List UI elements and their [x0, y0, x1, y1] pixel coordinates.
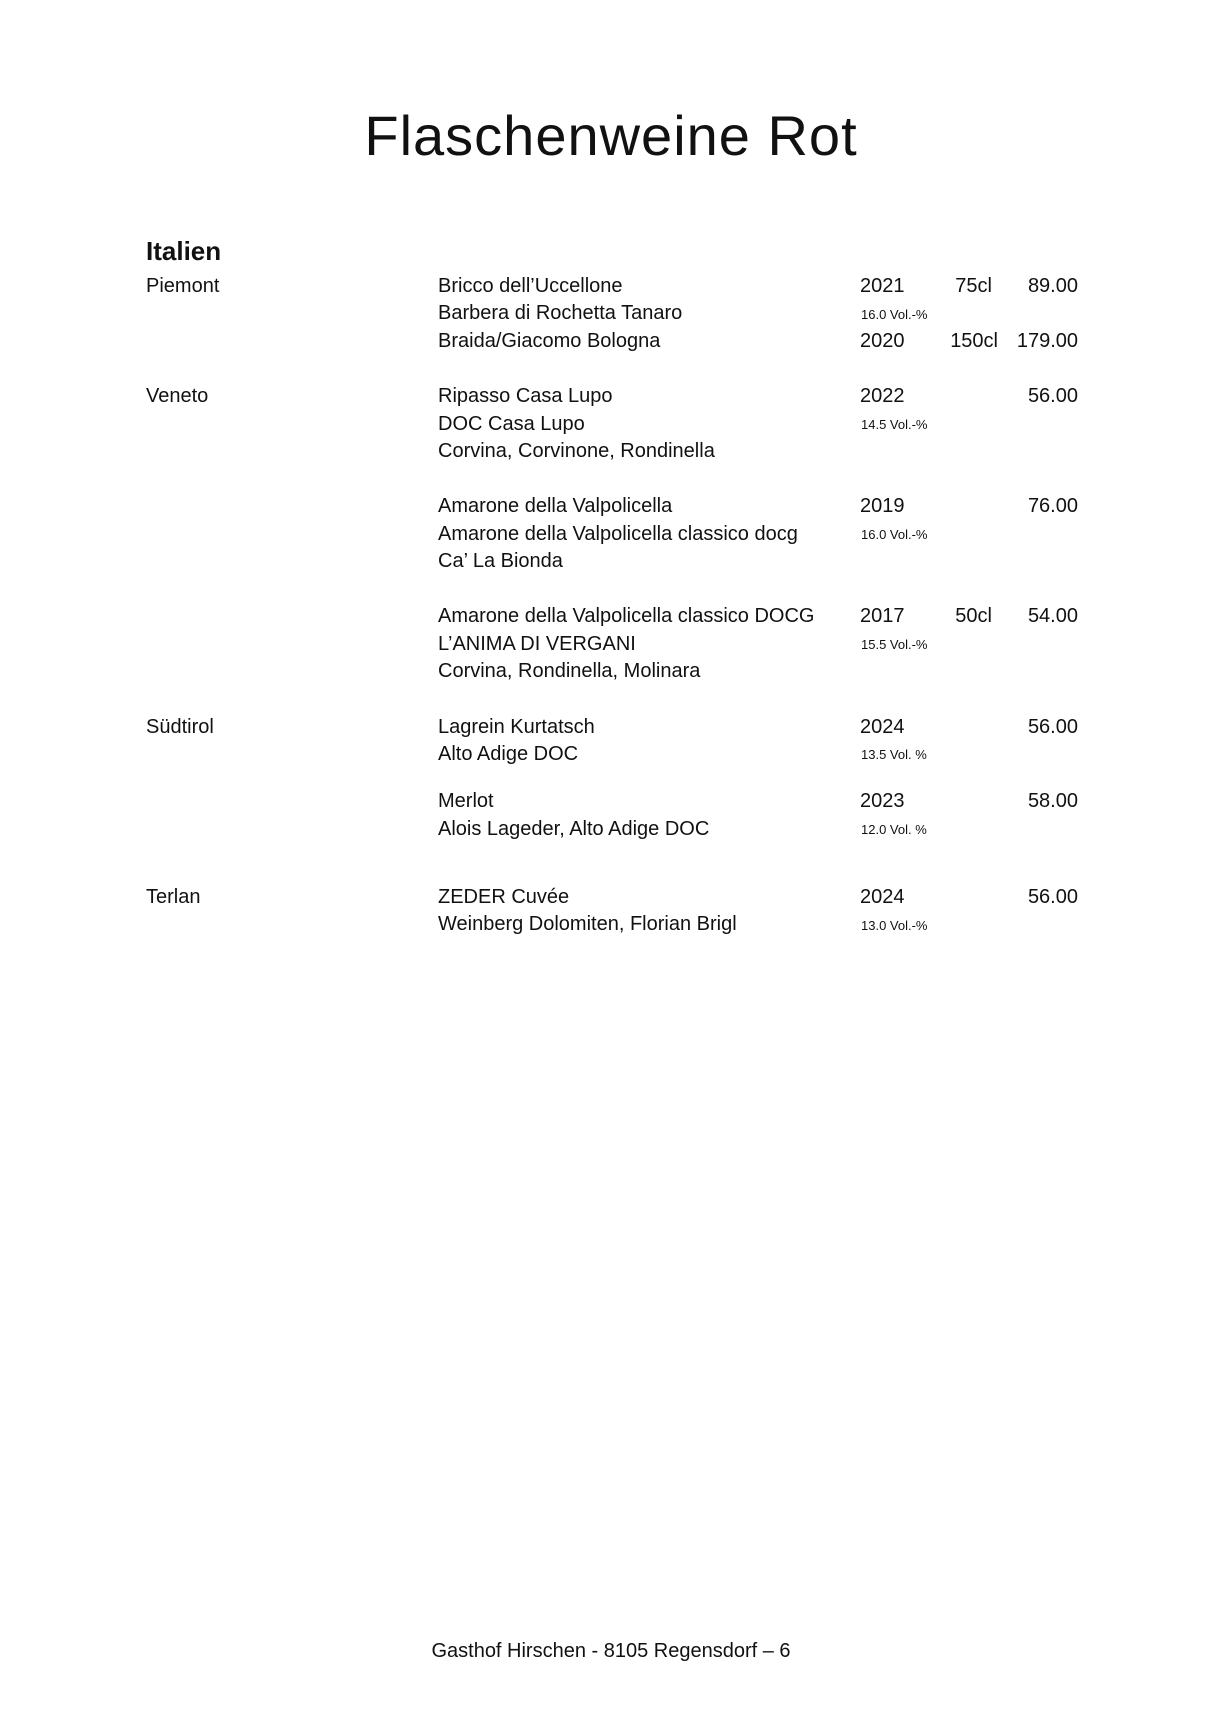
wine-price: 76.00 — [1027, 495, 1078, 517]
page-title: Flaschenweine Rot — [364, 104, 858, 167]
wine-detail: Barbera di Rochetta Tanaro — [438, 302, 683, 324]
wine-name: Bricco dell’Uccellone — [438, 275, 623, 297]
wine-detail: Alto Adige DOC — [438, 743, 579, 765]
wine-name: Ripasso Casa Lupo — [438, 385, 613, 407]
wine-detail: Alois Lageder, Alto Adige DOC — [438, 818, 710, 840]
wine-price: 58.00 — [1027, 790, 1078, 812]
wine-abv: 16.0 Vol.-% — [861, 307, 928, 322]
wine-name: Lagrein Kurtatsch — [438, 716, 595, 738]
wine-abv: 12.0 Vol. % — [861, 822, 927, 837]
wine-name: Merlot — [438, 790, 494, 812]
wine-vintage: 2017 — [860, 605, 905, 627]
wine-abv: 15.5 Vol.-% — [861, 637, 928, 652]
wine-name: Amarone della Valpolicella classico DOCG — [438, 605, 815, 627]
wine-grapes: Corvina, Corvinone, Rondinella — [438, 440, 715, 462]
country-heading: Italien — [146, 236, 222, 266]
wine-price: 89.00 — [1027, 275, 1078, 297]
wine-detail: Amarone della Valpolicella classico docg — [438, 523, 798, 545]
wine-producer: Ca’ La Bionda — [438, 550, 563, 572]
wine-name: ZEDER Cuvée — [438, 886, 570, 908]
wine-vintage: 2022 — [860, 385, 905, 407]
wine-price: 56.00 — [1027, 886, 1078, 908]
wine-producer: Braida/Giacomo Bologna — [438, 330, 661, 352]
wine-price: 56.00 — [1027, 716, 1078, 738]
wine-vintage: 2023 — [860, 790, 905, 812]
region-veneto: Veneto — [146, 385, 209, 407]
wine-name: Amarone della Valpolicella — [438, 495, 673, 517]
wine-price: 56.00 — [1027, 385, 1078, 407]
region-terlan: Terlan — [146, 886, 201, 908]
region-suedtirol: Südtirol — [146, 716, 214, 738]
wine-size-alt: 150cl — [950, 330, 998, 352]
wine-size: 50cl — [955, 605, 992, 627]
wine-vintage: 2024 — [860, 716, 905, 738]
wine-grapes: Corvina, Rondinella, Molinara — [438, 660, 701, 682]
wine-vintage: 2021 — [860, 275, 905, 297]
wine-detail: Weinberg Dolomiten, Florian Brigl — [438, 913, 737, 935]
wine-abv: 14.5 Vol.-% — [861, 417, 928, 432]
page-footer: Gasthof Hirschen - 8105 Regensdorf – 6 — [431, 1640, 791, 1662]
wine-detail: DOC Casa Lupo — [438, 413, 585, 435]
wine-vintage-alt: 2020 — [860, 330, 905, 352]
wine-detail: L’ANIMA DI VERGANI — [438, 633, 636, 655]
wine-price-alt: 179.00 — [1016, 330, 1078, 352]
wine-price: 54.00 — [1027, 605, 1078, 627]
wine-vintage: 2019 — [860, 495, 905, 517]
wine-size: 75cl — [955, 275, 992, 297]
region-piemont: Piemont — [146, 275, 220, 297]
wine-abv: 16.0 Vol.-% — [861, 527, 928, 542]
wine-vintage: 2024 — [860, 886, 905, 908]
wine-abv: 13.5 Vol. % — [861, 747, 927, 762]
wine-abv: 13.0 Vol.-% — [861, 918, 928, 933]
